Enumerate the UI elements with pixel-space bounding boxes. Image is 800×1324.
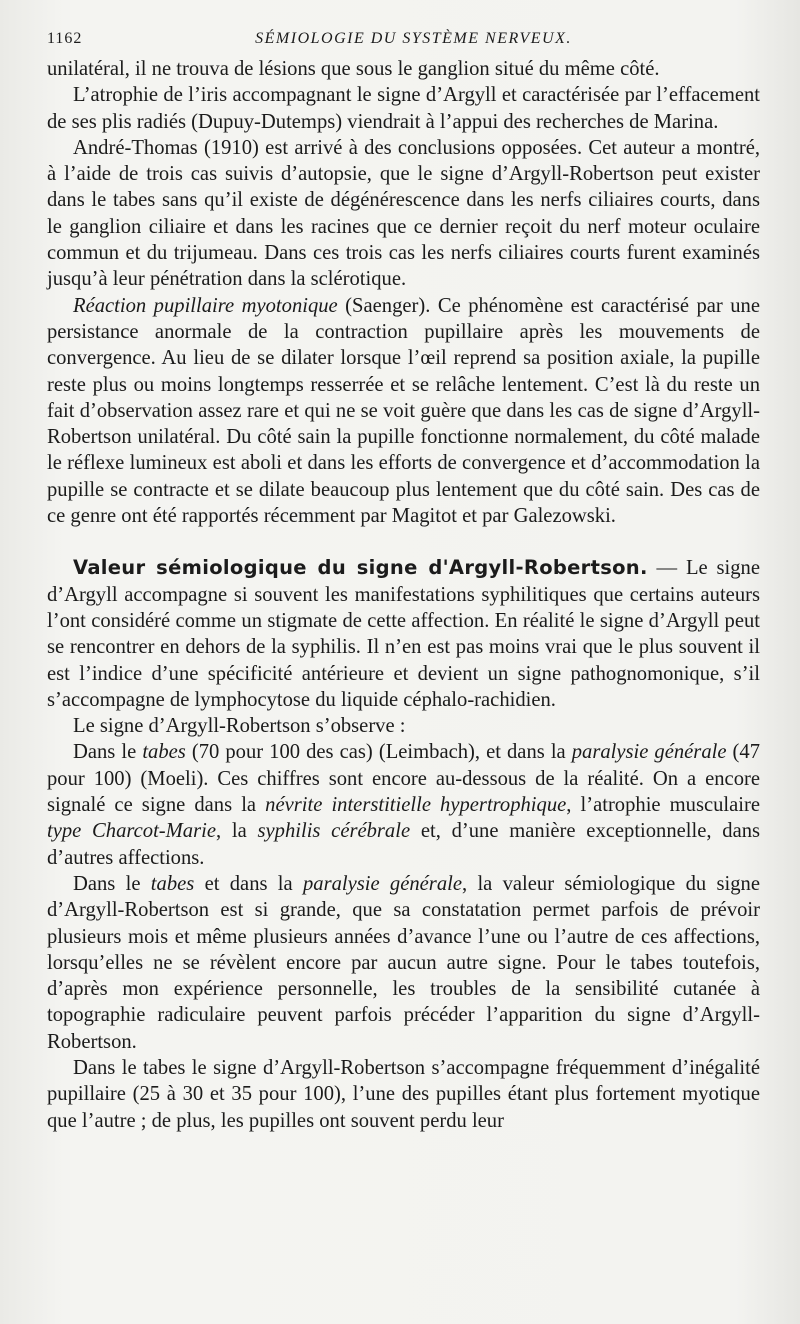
text-run: et, d’une manière exceptionnelle, dans d’autres affections. bbox=[47, 820, 761, 869]
paragraph-observed-in: Le signe d’Argyll-Robertson s’observe : bbox=[73, 715, 406, 738]
text-run: Dans le bbox=[73, 872, 151, 895]
text-run: et dans la bbox=[194, 872, 303, 895]
page-number: 1162 bbox=[47, 30, 83, 47]
text-run: Dans le bbox=[73, 741, 143, 764]
text-run: , la valeur sémiologique du signe d’Argyll-Robertson est si grande, que sa constatation permet parfois de prévoir plusieurs mois et même plusieurs années d’avance l’une ou l’autre de ces affections, lorsqu’elles ne se révèlent encore par aucun autre signe. Pour le tabes toutefois, d’après mon expérience personnelle, les troubles de la sensibilité cutanée à topographie radiculaire peuvent parfois précéder l’apparition du signe d’Argyll-Robertson. bbox=[47, 872, 760, 1053]
italic-term: paralysie générale bbox=[302, 872, 462, 895]
paragraph-tabes-stats bbox=[47, 739, 760, 870]
text-run: , la bbox=[215, 820, 258, 843]
text-run: (70 pour 100 des cas) (Leimbach), et dans la bbox=[185, 741, 572, 764]
paragraph-andre-thomas: André-Thomas (1910) est arrivé à des conclusions opposées. Cet auteur a montré, à l’aide de trois cas suivis d’autopsie, que le signe d’Argyll-Robertson peut exister dans le tabes sans qu’il existe de dégénérescence dans les nerfs ciliaires courts, dans le ganglion ciliaire et dans les racines que ce dernier reçoit du nerf moteur oculaire commun et du trijumeau. Dans ces trois cas les nerfs ciliaires courts furent examinés jusqu’à leur pénétration dans la sclérotique. bbox=[47, 136, 760, 291]
paragraph-diagnostic-value bbox=[47, 871, 760, 1055]
myotonic-reaction-title: Réaction pupillaire myotonique bbox=[73, 294, 338, 317]
paragraph-myotonic-reaction bbox=[47, 293, 760, 530]
paragraph-iris-atrophy: L’atrophie de l’iris accompagnant le signe d’Argyll et caractérisée par l’effacement de ses plis radiés (Dupuy-Dutemps) viendrait à l’appui des recherches de Marina. bbox=[47, 84, 760, 133]
page-header bbox=[47, 0, 760, 62]
paragraph-pupil-inequality: Dans le tabes le signe d’Argyll-Robertson s’accompagne fréquemment d’inégalité pupillaire (25 à 30 et 35 pour 100), l’une des pupilles étant plus fortement myotique que l’autre ; de plus, les pupilles ont souvent perdu leur bbox=[47, 1056, 760, 1132]
italic-term: tabes bbox=[150, 872, 195, 895]
section-heading: Valeur sémiologique du signe d'Argyll-Robertson. bbox=[73, 556, 648, 580]
italic-term: syphilis cérébrale bbox=[257, 820, 411, 843]
italic-term: paralysie générale bbox=[571, 741, 727, 764]
italic-term: tabes bbox=[142, 741, 186, 764]
page-body bbox=[47, 56, 760, 1134]
text-run: (47 pour 100) (Moeli). Ces chiffres sont encore au-dessous de la réalité. On a encore signalé ce signe dans la bbox=[47, 741, 760, 817]
text-run: , l’atrophie musculaire bbox=[566, 794, 761, 817]
running-title: SÉMIOLOGIE DU SYSTÈME NERVEUX. bbox=[255, 30, 572, 47]
myotonic-reaction-text: (Saenger). Ce phénomène est caractérisé par une persistance anormale de la contraction pupillaire après les mouvements de convergence. Au lieu de se dilater lorsque l’œil reprend sa position axiale, la pupille reste plus ou moins longtemps resserrée et se relâche lentement. C’est là du reste un fait d’observation assez rare et qui ne se voit guère que dans les cas de signe d’Argyll-Robertson unilatéral. Du côté sain la pupille fonctionne normalement, du côté malade le réflexe lumineux est aboli et dans les efforts de convergence et d’accommodation la pupille se contracte et se dilate beaucoup plus lentement que du côté sain. Des cas de ce genre ont été rapportés récemment par Magitot et par Galezowski. bbox=[47, 294, 760, 528]
paragraph-semiological-value bbox=[47, 555, 760, 713]
italic-term: névrite interstitielle hypertrophique bbox=[265, 794, 567, 817]
section-gap bbox=[47, 529, 760, 555]
semiological-value-text: — Le signe d’Argyll accompagne si souvent les manifestations syphilitiques que certains auteurs l’ont considéré comme un stigmate de cette affection. En réalité le signe d’Argyll peut se rencontrer en dehors de la syphilis. Il n’en est pas moins vrai que le plus souvent il est l’indice d’une spécificité antérieure et devient un signe pathognomonique, s’il s’accompagne de lymphocytose du liquide céphalo-rachidien. bbox=[47, 557, 760, 711]
italic-term: type Charcot-Marie bbox=[47, 820, 216, 843]
paragraph-continuation: unilatéral, il ne trouva de lésions que sous le ganglion situé du même côté. bbox=[47, 58, 660, 80]
